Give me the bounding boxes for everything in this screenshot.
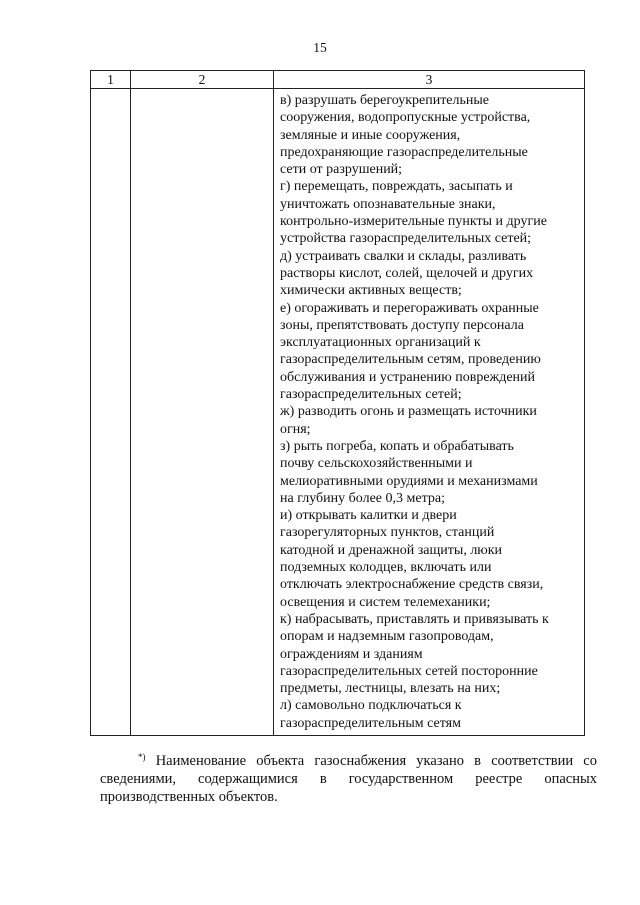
list-line: д) устраивать свалки и склады, разливать — [280, 248, 527, 264]
list-line: опорам и надземным газопроводам, — [280, 629, 494, 645]
list-line: катодной и дренажной защиты, люки — [280, 542, 503, 558]
list-line: предохраняющие газораспределительные — [280, 144, 528, 160]
list-line: растворы кислот, солей, щелочей и других — [280, 265, 534, 281]
list-line: земляные и иные сооружения, — [280, 127, 461, 143]
page-number: 15 — [313, 40, 327, 55]
list-line: и) открывать калитки и двери — [280, 508, 457, 524]
table-header-col-2: 2 — [131, 71, 274, 89]
list-line: контрольно-измерительные пункты и другие — [280, 214, 547, 230]
footnote-line-3: производственных объектов. — [100, 789, 278, 805]
list-line: газораспределительных сетей; — [280, 387, 462, 403]
list-line: г) перемещать, повреждать, засыпать и — [280, 179, 513, 195]
list-line: зоны, препятствовать доступу персонала — [280, 317, 524, 333]
list-line: ограждениям и зданиям — [280, 646, 423, 662]
table-cell-col-3 — [274, 89, 585, 736]
list-line: предметы, лестницы, влезать на них; — [280, 681, 501, 697]
footnote-line-2: сведениями, содержащимися в государственном реестре опасных — [100, 771, 597, 787]
content-table — [90, 70, 585, 736]
list-line: почву сельскохозяйственными и — [280, 456, 473, 472]
list-line: химически активных веществ; — [280, 283, 462, 299]
prohibitions-list — [274, 89, 584, 732]
table-header-row — [91, 71, 585, 89]
table-cell-col-2 — [131, 89, 274, 736]
table-header-col-3: 3 — [274, 71, 585, 89]
table-row — [91, 89, 585, 736]
list-line: газораспределительных сетей посторонние — [280, 663, 538, 679]
list-line: газорегуляторных пунктов, станций — [280, 525, 495, 541]
list-line: огня; — [280, 421, 311, 437]
list-line: сооружения, водопропускные устройства, — [280, 110, 531, 126]
list-line: уничтожать опознавательные знаки, — [280, 196, 496, 212]
list-line: обслуживания и устранению повреждений — [280, 369, 536, 385]
list-line: отключать электроснабжение средств связи, — [280, 577, 544, 593]
list-line: мелиоративными орудиями и механизмами — [280, 473, 538, 489]
list-line: на глубину более 0,3 метра; — [280, 490, 445, 506]
list-line: в) разрушать берегоукрепительные — [280, 93, 490, 108]
list-line: эксплуатационных организаций к — [280, 335, 481, 351]
footnote — [100, 752, 597, 806]
list-line: к) набрасывать, приставлять и привязывать к — [280, 611, 549, 627]
list-line: освещения и систем телемеханики; — [280, 594, 491, 610]
list-line: газораспределительным сетям — [280, 715, 461, 731]
list-line: л) самовольно подключаться к — [280, 698, 462, 714]
list-line: сети от разрушений; — [280, 162, 403, 178]
list-line: газораспределительным сетям, проведению — [280, 352, 541, 368]
list-line: е) огораживать и перегораживать охранные — [280, 300, 539, 316]
list-line: устройства газораспределительных сетей; — [280, 231, 532, 247]
list-line: ж) разводить огонь и размещать источники — [280, 404, 537, 420]
footnote-text-1: Наименование объекта газоснабжения указано в соответствии со — [155, 753, 597, 769]
footnote-line-1 — [100, 752, 597, 770]
table-cell-col-1 — [91, 89, 131, 736]
list-line: подземных колодцев, включать или — [280, 560, 492, 576]
list-line: з) рыть погреба, копать и обрабатывать — [280, 438, 514, 454]
footnote-marker: *) — [138, 752, 146, 762]
table-header-col-1: 1 — [91, 71, 131, 89]
